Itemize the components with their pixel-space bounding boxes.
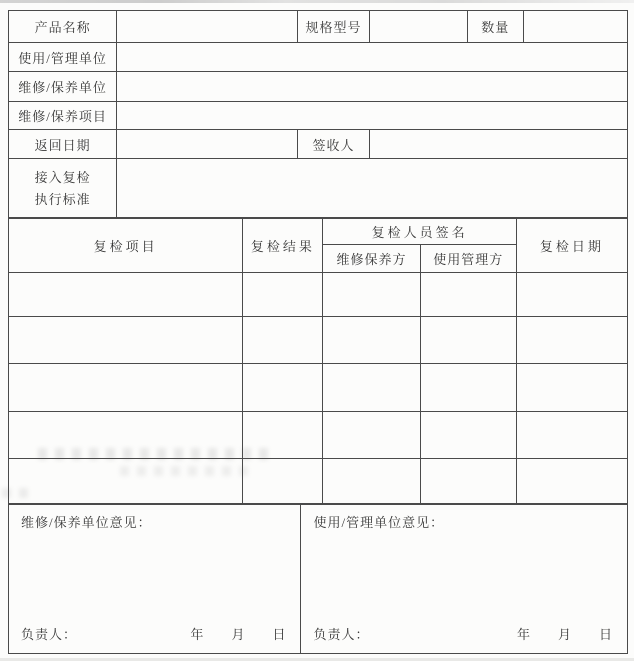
date-fields xyxy=(190,624,286,643)
sign-use-cell xyxy=(420,412,516,459)
recheck-item-cell xyxy=(9,412,243,459)
sign-maintain-cell xyxy=(323,273,420,317)
recheck-date-cell xyxy=(516,412,627,459)
recheck-item-cell xyxy=(9,459,243,505)
month-label: 月 xyxy=(231,627,246,642)
maintain-item-value-cell xyxy=(117,102,628,130)
scan-edge-top-artifact xyxy=(0,0,634,3)
maintain-item-label: 维修/保养项目 xyxy=(9,102,117,130)
quantity-label: 数量 xyxy=(467,11,523,43)
spec-model-value-cell xyxy=(369,11,467,43)
recheck-standard-line2: 执行标准 xyxy=(34,191,91,207)
maintain-unit-value-cell xyxy=(117,72,628,102)
recheck-sign-group-header: 复检人员签名 xyxy=(323,218,516,245)
day-label: 日 xyxy=(598,627,613,642)
spec-model-label: 规格型号 xyxy=(298,11,369,43)
recheck-empty-row xyxy=(9,412,628,459)
recheck-standard-line1: 接入复检 xyxy=(34,169,91,185)
product-name-label: 产品名称 xyxy=(9,11,117,43)
day-label: 日 xyxy=(272,627,287,642)
maintain-signature-line xyxy=(21,624,286,643)
row-recheck-standard xyxy=(9,159,628,219)
return-date-label: 返回日期 xyxy=(9,130,117,159)
responsible-label: 负责人： xyxy=(21,627,78,642)
sign-maintain-cell xyxy=(323,412,420,459)
recheck-empty-row xyxy=(9,317,628,364)
recheck-item-cell xyxy=(9,317,243,364)
recheck-date-cell xyxy=(516,273,627,317)
sign-use-cell xyxy=(420,273,516,317)
use-manage-signature-line xyxy=(313,624,613,643)
use-manage-unit-opinion-label: 使用/管理单位意见： xyxy=(313,515,445,530)
recheck-date-cell xyxy=(516,364,627,412)
recheck-item-cell xyxy=(9,273,243,317)
month-label: 月 xyxy=(557,627,572,642)
sign-use-header: 使用管理方 xyxy=(420,245,516,273)
receiver-label: 签收人 xyxy=(298,130,369,159)
use-manage-unit-value-cell xyxy=(117,43,628,72)
recheck-item-cell xyxy=(9,364,243,412)
return-date-value-cell xyxy=(117,130,298,159)
recheck-result-cell xyxy=(243,459,323,505)
sign-use-cell xyxy=(420,459,516,505)
receiver-value-cell xyxy=(369,130,627,159)
recheck-table xyxy=(8,217,628,505)
recheck-date-header: 复检日期 xyxy=(516,218,627,273)
opinions-row xyxy=(9,504,628,654)
sign-maintain-cell xyxy=(323,317,420,364)
year-label: 年 xyxy=(190,627,205,642)
recheck-empty-row xyxy=(9,459,628,505)
sign-maintain-header: 维修保养方 xyxy=(323,245,420,273)
recheck-result-cell xyxy=(243,317,323,364)
recheck-standard-label xyxy=(9,159,117,219)
product-name-value-cell xyxy=(117,11,298,43)
product-info-table xyxy=(8,10,628,219)
row-maintain-item xyxy=(9,102,628,130)
recheck-date-cell xyxy=(516,459,627,505)
recheck-header-row-1 xyxy=(9,218,628,245)
maintain-unit-opinion-label: 维修/保养单位意见： xyxy=(21,515,152,530)
row-use-manage-unit xyxy=(9,43,628,72)
opinions-table xyxy=(8,503,628,654)
quantity-value-cell xyxy=(523,11,627,43)
recheck-result-cell xyxy=(243,364,323,412)
sign-maintain-cell xyxy=(323,364,420,412)
row-product xyxy=(9,11,628,43)
sign-use-cell xyxy=(420,364,516,412)
row-return-date xyxy=(9,130,628,159)
use-manage-unit-label: 使用/管理单位 xyxy=(9,43,117,72)
use-manage-unit-opinion-cell xyxy=(301,504,628,654)
recheck-date-cell xyxy=(516,317,627,364)
recheck-standard-value-cell xyxy=(117,159,628,219)
sign-use-cell xyxy=(420,317,516,364)
maintain-unit-label: 维修/保养单位 xyxy=(9,72,117,102)
recheck-result-header: 复检结果 xyxy=(243,218,323,273)
recheck-result-cell xyxy=(243,412,323,459)
responsible-label: 负责人： xyxy=(313,627,370,642)
year-label: 年 xyxy=(516,627,531,642)
recheck-empty-row xyxy=(9,273,628,317)
date-fields xyxy=(517,624,613,643)
recheck-empty-row xyxy=(9,364,628,412)
sign-maintain-cell xyxy=(323,459,420,505)
row-maintain-unit xyxy=(9,72,628,102)
recheck-result-cell xyxy=(243,273,323,317)
recheck-item-header: 复检项目 xyxy=(9,218,243,273)
maintain-unit-opinion-cell xyxy=(9,504,301,654)
